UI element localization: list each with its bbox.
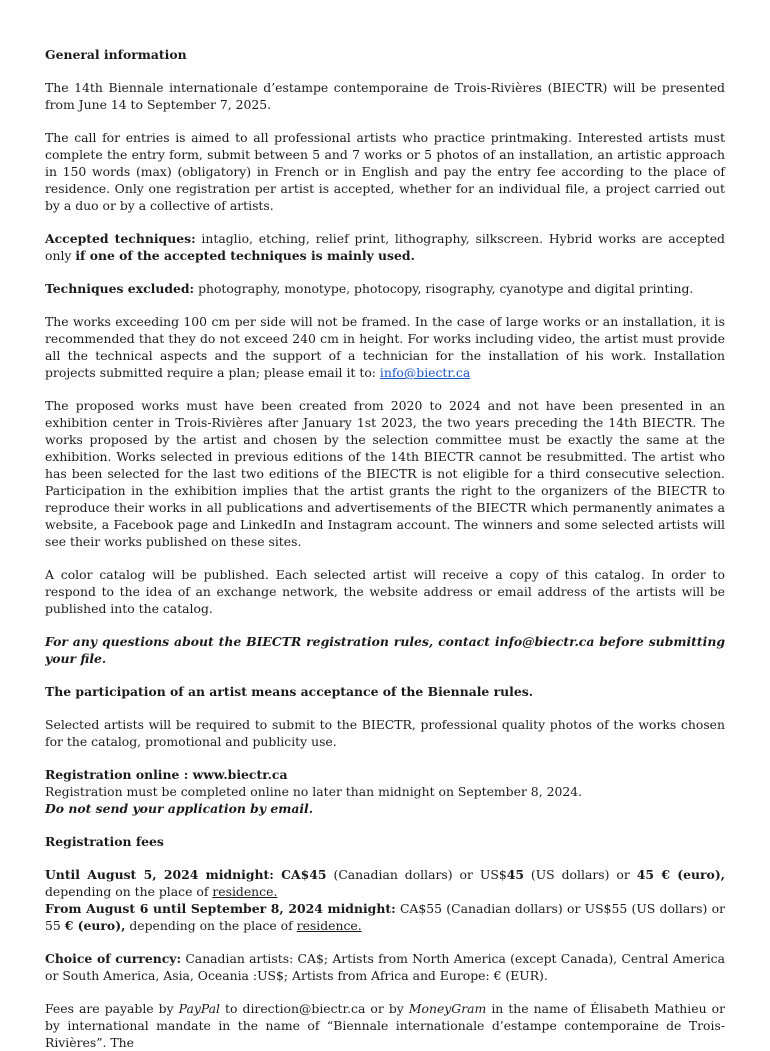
fee-late-eur: € (euro),: [64, 918, 126, 933]
accepted-condition: if one of the accepted techniques is mainly used.: [75, 248, 415, 263]
fee-late-text: CA$55 (Canadian dollars) or US$55 (US dollars) or 55: [45, 901, 726, 933]
fee-late-residence: residence.: [296, 918, 362, 933]
fee-early-residence: residence.: [212, 884, 278, 899]
section-heading-general: General information: [45, 47, 187, 62]
payment-moneygram: MoneyGram: [408, 1001, 487, 1016]
currency-text: Canadian artists: CA$; Artists from North America (except Canada), Central America or South America, Asia, Oceania :US$; Artists from Africa and Europe: € (EUR).: [45, 951, 725, 983]
paragraph-catalog: A color catalog will be published. Each selected artist will receive a copy of this catalog. In order to respond to the idea of an exchange network, the website address or email address of the artists will be published into the catalog.: [45, 567, 725, 616]
accepted-text: intaglio, etching, relief print, lithography, silkscreen. Hybrid works are accepted only: [45, 231, 725, 263]
accepted-label: Accepted techniques:: [45, 231, 196, 246]
paragraph-payment: [45, 1000, 725, 1051]
paragraph-accepted-techniques: [45, 230, 725, 264]
email-link[interactable]: info@biectr.ca: [379, 365, 471, 380]
paragraph-works-size: [45, 313, 725, 381]
registration-deadline: Registration must be completed online no later than midnight on September 8, 2024.: [45, 784, 583, 799]
paragraph-call-for-entries: The call for entries is aimed to all professional artists who practice printmaking. Interested artists must complete the entry form, submit between 5 and 7 works or 5 photos of an installation, an artistic approach in 150 words (max) (obligatory) in French or in English and pay the entry fee according to the place of residence. Only one registration per artist is accepted, whether for an individual file, a project carried out by a duo or by a collective of artists.: [45, 130, 725, 213]
fee-early-usd: 45: [506, 867, 524, 882]
currency-label: Choice of currency:: [45, 951, 182, 966]
paragraph-photos: Selected artists will be required to submit to the BIECTR, professional quality photos of the works chosen for the catalog, promotional and publicity use.: [45, 717, 725, 749]
fees-block: [45, 866, 725, 934]
fee-early-label: Until August 5, 2024 midnight: CA$45: [45, 867, 327, 882]
registration-warning: Do not send your application by email.: [45, 801, 314, 816]
paragraph-acceptance: The participation of an artist means acceptance of the Biennale rules.: [45, 684, 534, 699]
paragraph-currency: [45, 950, 725, 984]
payment-text-2: to direction@biectr.ca or by: [219, 1001, 409, 1016]
fee-early-eur: 45 € (euro),: [636, 867, 725, 882]
paragraph-dates: The 14th Biennale internationale d’estampe contemporaine de Trois-Rivières (BIECTR) will be presented from June 14 to September 7, 2025.: [45, 80, 725, 112]
payment-paypal: PayPal: [178, 1001, 220, 1016]
excluded-text: photography, monotype, photocopy, risography, cyanotype and digital printing.: [194, 281, 694, 296]
registration-heading: Registration online : www.biectr.ca: [45, 767, 288, 782]
payment-text-1: Fees are payable by: [45, 1001, 179, 1016]
paragraph-proposed-works: The proposed works must have been created from 2020 to 2024 and not have been presented in an exhibition center in Trois-Rivières after January 1st 2023, the two years preceding the 14th BIECTR. The works proposed by the artist and chosen by the selection committee must be exactly the same at the exhibition. Works selected in previous editions of the 14th BIECTR cannot be resubmitted. The artist who has been selected for the last two editions of the BIECTR is not eligible for a third consecutive selection. Participation in the exhibition implies that the artist grants the right to the organizers of the BIECTR to reproduce their works in all publications and advertisements of the BIECTR which permanently animates a website, a Facebook page and LinkedIn and Instagram account. The winners and some selected artists will see their works published on these sites.: [45, 398, 725, 549]
registration-block: [45, 766, 725, 817]
fee-late-label: From August 6 until September 8, 2024 midnight:: [45, 901, 396, 916]
fee-early-text-2: (US dollars) or: [523, 867, 637, 882]
paragraph-excluded-techniques: [45, 280, 725, 297]
paragraph-questions: For any questions about the BIECTR registration rules, contact info@biectr.ca before submitting your file.: [45, 634, 725, 666]
fee-early: [45, 866, 725, 900]
fee-early-text-3: depending on the place of: [45, 884, 213, 899]
works-size-text: The works exceeding 100 cm per side will not be framed. In the case of large works or an installation, it is recommended that they do not exceed 240 cm in height. For works including video, the artist must provide all the technical aspects and the support of a technician for the installation of his work. Installation projects submitted require a plan; please email it to:: [45, 314, 725, 380]
section-heading-fees: Registration fees: [45, 834, 164, 849]
payment-text-3: in the name of Élisabeth Mathieu or by international mandate in the name of “Biennale internationale d’estampe contemporaine de Trois-Rivières”. The: [45, 1001, 725, 1050]
excluded-label: Techniques excluded:: [45, 281, 195, 296]
fee-late: [45, 900, 725, 934]
fee-late-text-2: depending on the place of: [125, 918, 297, 933]
fee-early-text-1: (Canadian dollars) or US$: [326, 867, 507, 882]
